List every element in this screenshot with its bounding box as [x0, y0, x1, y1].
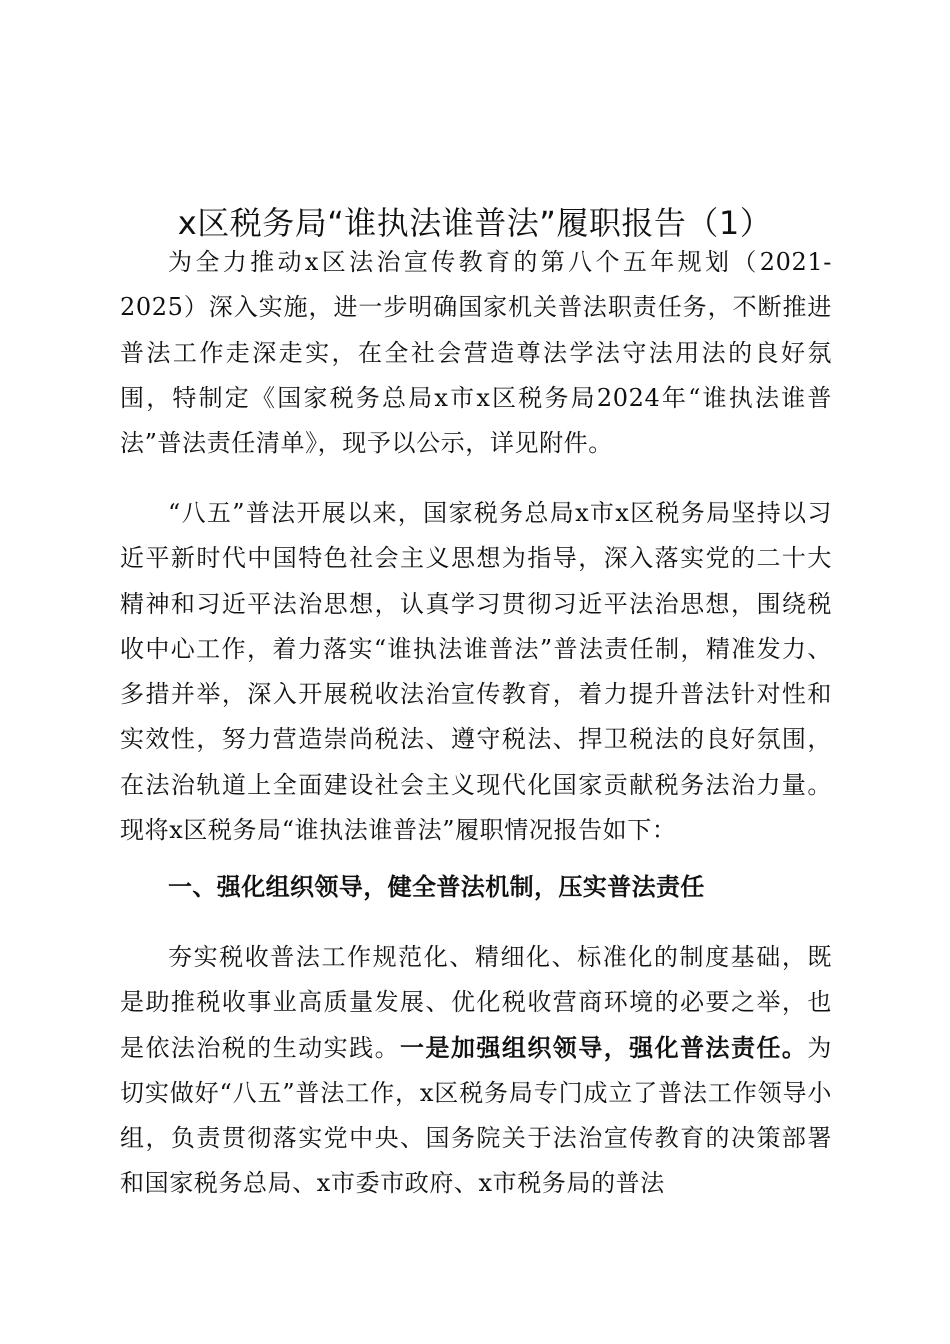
paragraph-section-1-text-b: 为切实做好“八五”普法工作，x区税务局专门成立了普法工作领导小组，负责贯彻落实党中央、国务院关于法治宣传教育的决策部署和国家税务总局、x市委市政府、x市税务局的普法: [120, 1033, 832, 1198]
paragraph-intro: 为全力推动x区法治宣传教育的第八个五年规划（2021-2025）深入实施，进一步明确国家机关普法职责任务，不断推进普法工作走深走实，在全社会营造尊法学法守法用法的良好氛围，特制定《国家税务总局x市x区税务局2024年“谁执法谁普法”普法责任清单》，现予以公示，详见附件。: [120, 248, 832, 458]
section-1-heading: 一、强化组织领导，健全普法机制，压实普法责任: [168, 873, 705, 901]
paragraph-section-1: [120, 935, 832, 1207]
paragraph-section-1-text-a: 夯实税收普法工作规范化、精细化、标准化的制度基础，既是助推税收事业高质量发展、优化税收营商环境的必要之举，也是依法治税的生动实践。: [120, 943, 832, 1062]
paragraph-overview: “八五”普法开展以来，国家税务总局x市x区税务局坚持以习近平新时代中国特色社会主义思想为指导，深入落实党的二十大精神和习近平法治思想，认真学习贯彻习近平法治思想，围绕税收中心工作，着力落实“谁执法谁普法”普法责任制，精准发力、多措并举，深入开展税收法治宣传教育，着力提升普法针对性和实效性，努力营造崇尚税法、遵守税法、捍卫税法的良好氛围，在法治轨道上全面建设社会主义现代化国家贡献税务法治力量。现将x区税务局“谁执法谁普法”履职情况报告如下：: [120, 499, 832, 845]
document-title: x区税务局“谁执法谁普法”履职报告（1）: [177, 204, 773, 242]
paragraph-section-1-emphasis: 一是加强组织领导，强化普法责任。: [400, 1033, 808, 1062]
